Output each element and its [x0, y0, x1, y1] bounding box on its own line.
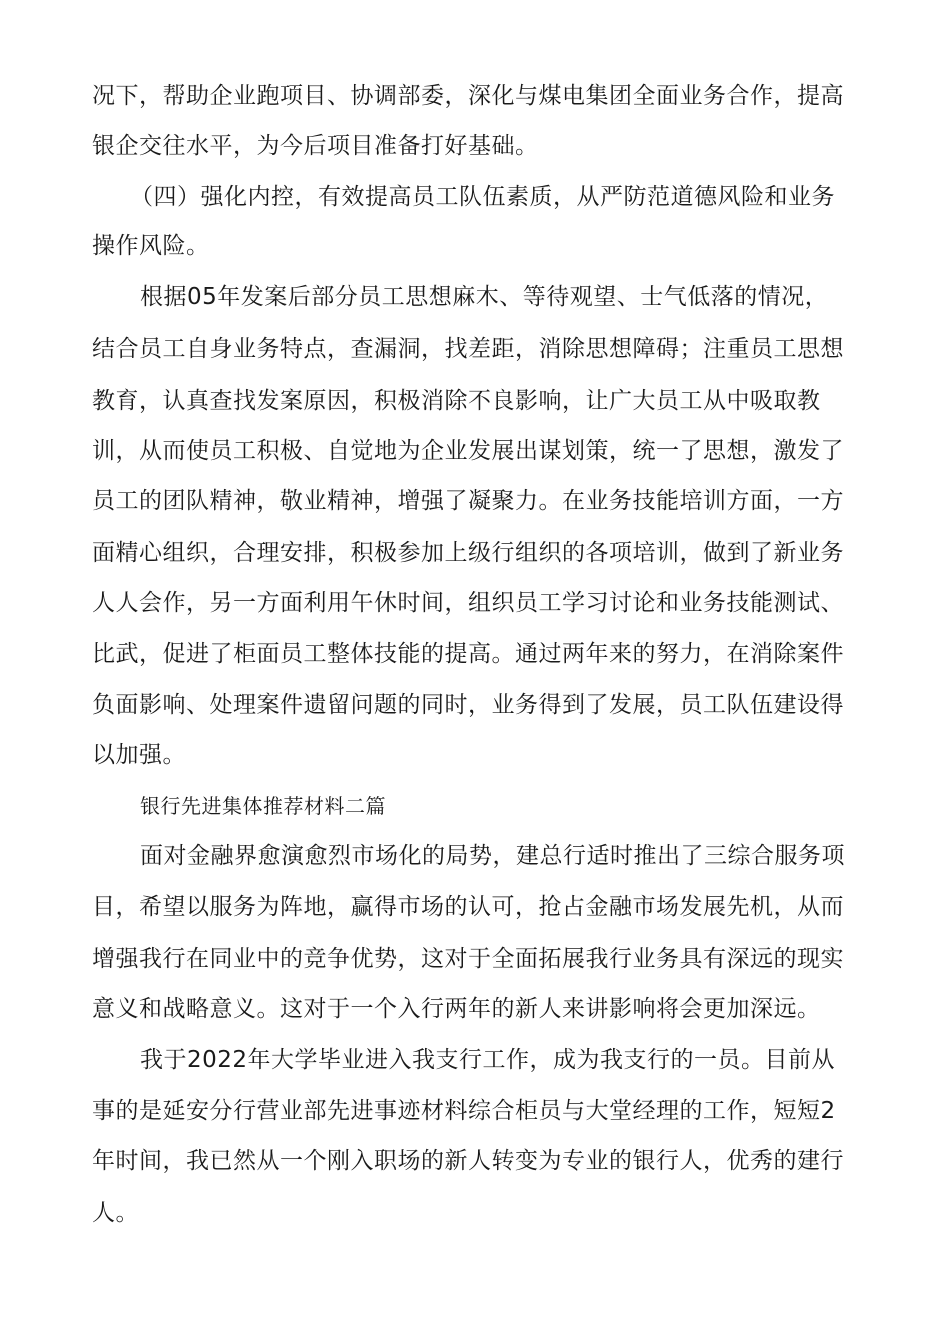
paragraph-start: 我于2022年大学毕业进入我支行工作，成为我支行的一员。目前从 [140, 1047, 836, 1073]
text-line: 人。 [92, 1200, 139, 1226]
text-line: 比武，促进了柜面员工整体技能的提高。通过两年来的努力，在消除案件 [92, 641, 844, 667]
paragraph-start: 根据05年发案后部分员工思想麻木、等待观望、士气低落的情况， [140, 284, 829, 310]
text-line: 训，从而使员工积极、自觉地为企业发展出谋划策，统一了思想，激发了 [92, 438, 844, 464]
text-line: 年时间，我已然从一个刚入职场的新人转变为专业的银行人，优秀的建行 [92, 1148, 844, 1174]
paragraph-start: 面对金融界愈演愈烈市场化的局势，建总行适时推出了三综合服务项 [140, 843, 845, 869]
text-line: 面精心组织，合理安排，积极参加上级行组织的各项培训，做到了新业务 [92, 540, 844, 566]
text-line: 银企交往水平，为今后项目准备打好基础。 [92, 133, 539, 159]
text-line: 员工的团队精神，敬业精神，增强了凝聚力。在业务技能培训方面，一方 [92, 488, 844, 514]
text-line: 事的是延安分行营业部先进事迹材料综合柜员与大堂经理的工作，短短2 [92, 1098, 836, 1124]
text-line: 结合员工自身业务特点，查漏洞，找差距，消除思想障碍；注重员工思想 [92, 336, 844, 362]
text-line: 况下，帮助企业跑项目、协调部委，深化与煤电集团全面业务合作，提高 [92, 83, 844, 109]
subtitle: 银行先进集体推荐材料二篇 [140, 794, 386, 818]
text-line: 操作风险。 [92, 233, 210, 259]
text-line: 以加强。 [92, 742, 186, 768]
text-line: 教育，认真查找发案原因，积极消除不良影响，让广大员工从中吸取教 [92, 388, 821, 414]
text-line: 目，希望以服务为阵地，赢得市场的认可，抢占金融市场发展先机，从而 [92, 894, 844, 920]
text-line: 意义和战略意义。这对于一个入行两年的新人来讲影响将会更加深远。 [92, 996, 821, 1022]
text-line: 负面影响、处理案件遗留问题的同时，业务得到了发展，员工队伍建设得 [92, 692, 844, 718]
section-heading: （四）强化内控，有效提高员工队伍素质，从严防范道德风险和业务 [130, 184, 835, 210]
text-line: 人人会作，另一方面利用午休时间，组织员工学习讨论和业务技能测试、 [92, 590, 844, 616]
text-line: 增强我行在同业中的竞争优势，这对于全面拓展我行业务具有深远的现实 [92, 946, 844, 972]
